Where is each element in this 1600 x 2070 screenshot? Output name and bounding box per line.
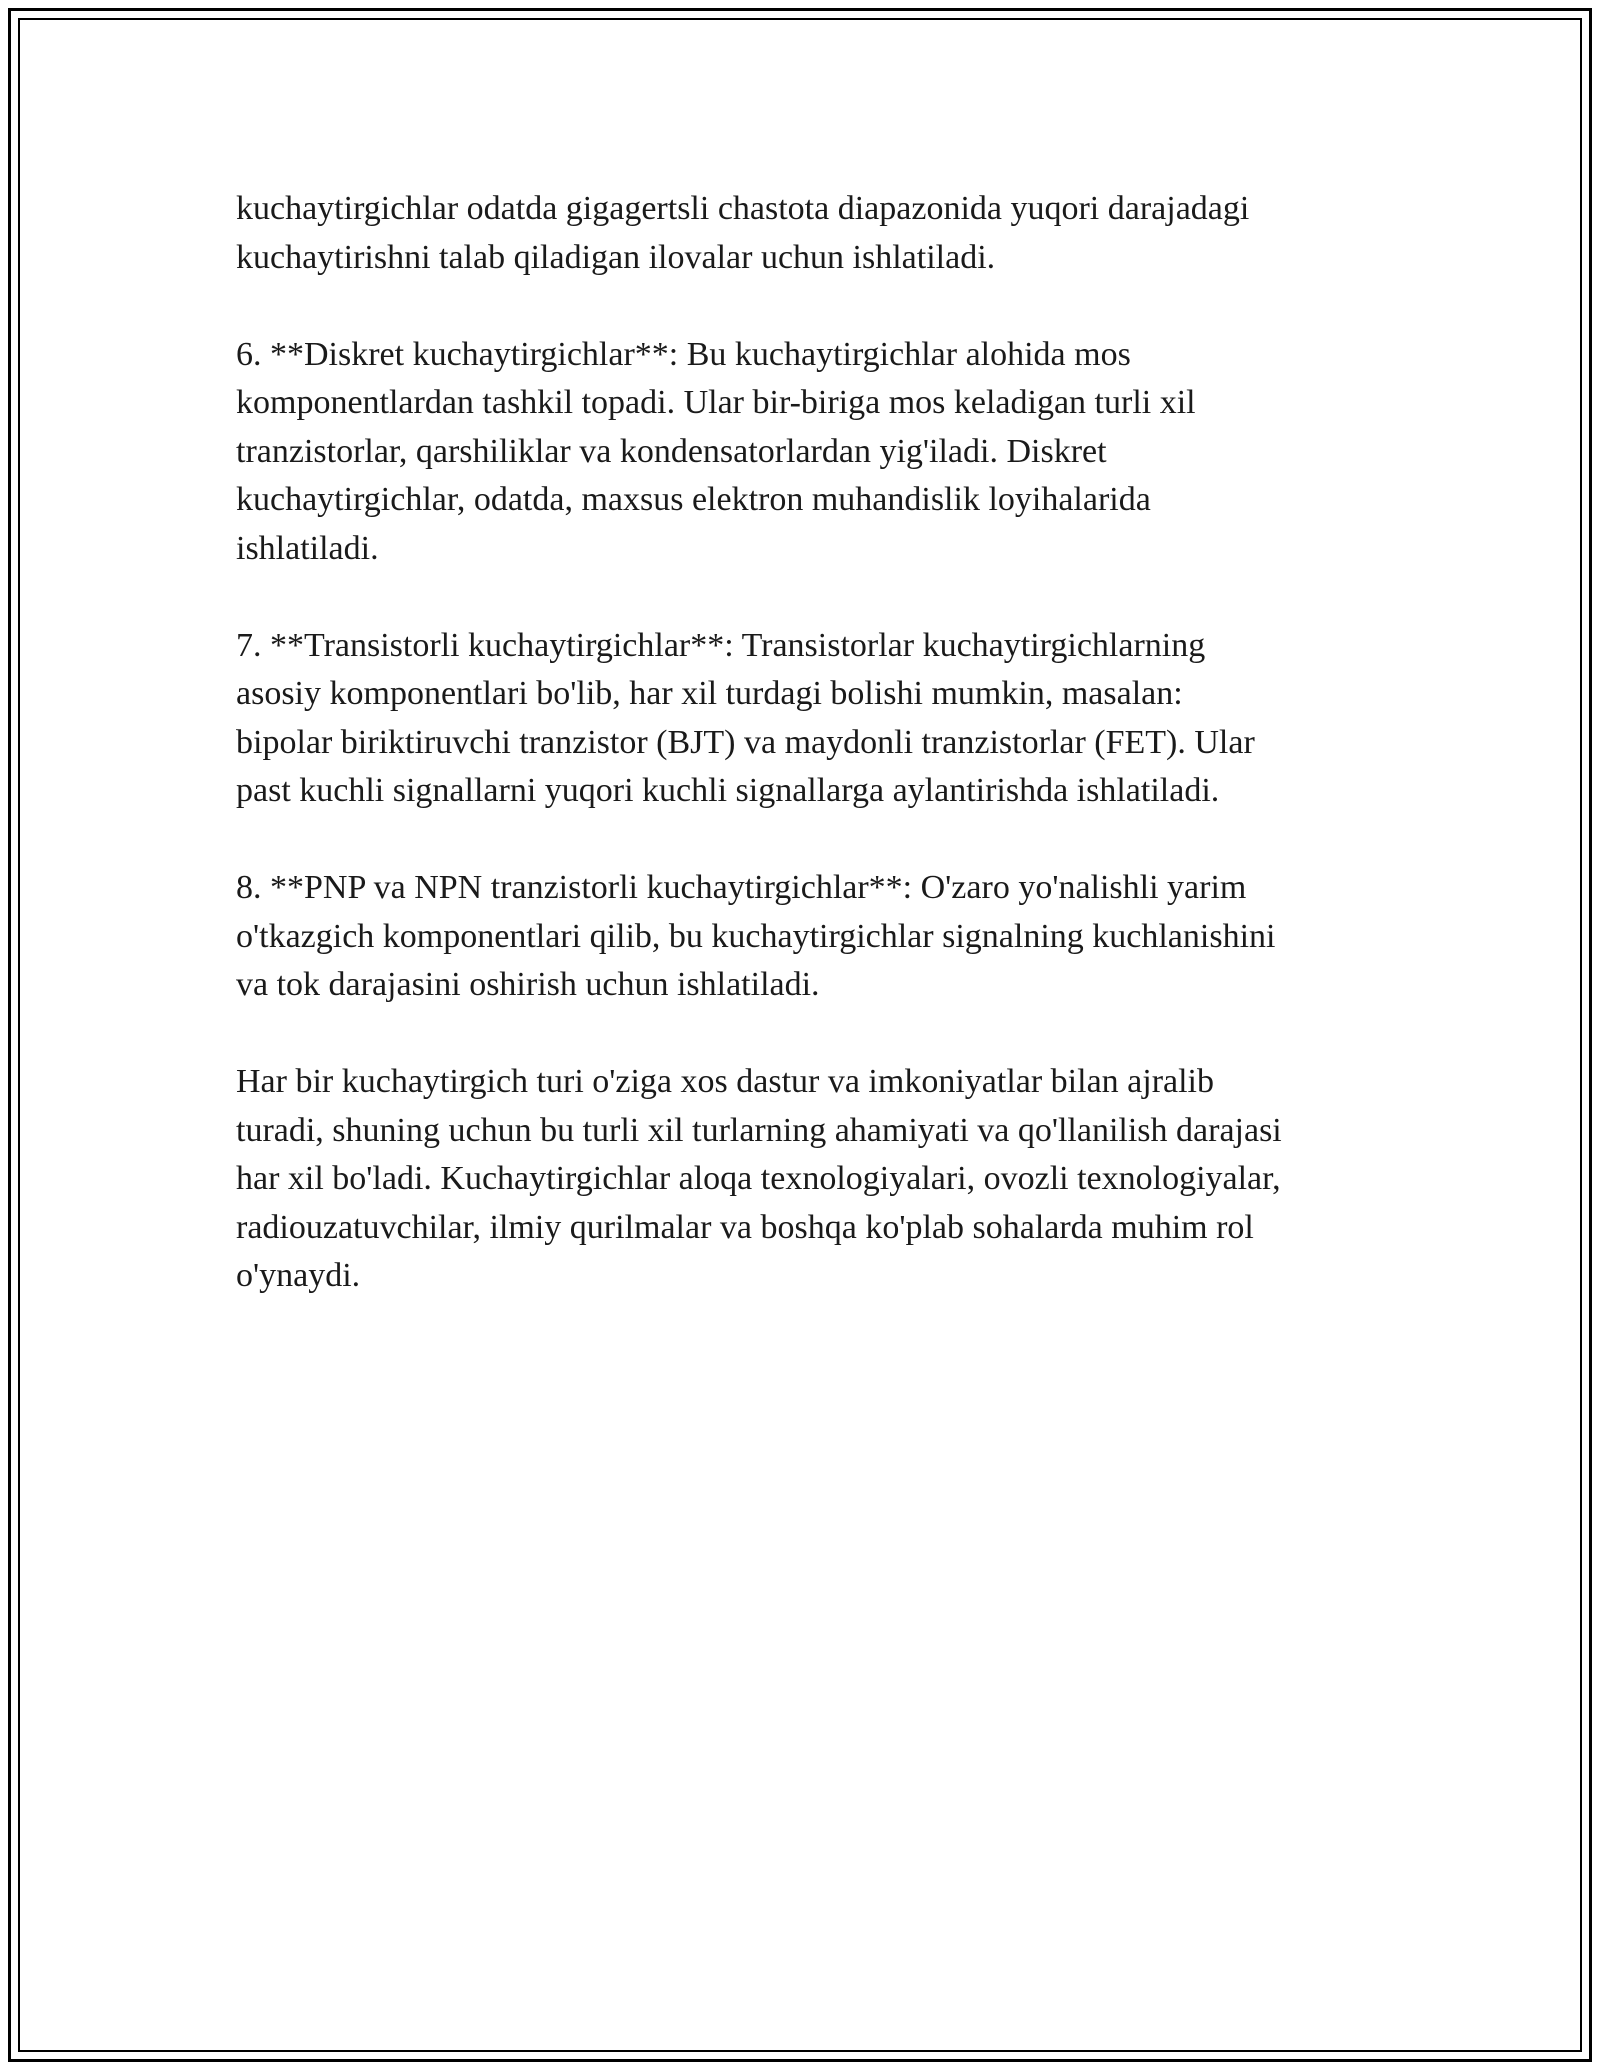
- paragraph-continuation: [236, 185, 1386, 282]
- text-line: komponentlardan tashkil topadi. Ular bir-biriga mos keladigan turli xil: [236, 384, 1196, 421]
- text-line: kuchaytirishni talab qiladigan ilovalar uchun ishlatiladi.: [236, 238, 996, 276]
- text-line: 6. **Diskret kuchaytirgichlar**: Bu kuchaytirgichlar alohida mos: [236, 335, 1131, 373]
- text-line: radiouzatuvchilar, ilmiy qurilmalar va boshqa ko'plab sohalarda muhim rol: [236, 1208, 1254, 1246]
- text-line: ishlatiladi.: [236, 529, 379, 567]
- text-line: kuchaytirgichlar odatda gigagertsli chastota diapazonida yuqori darajadagi: [236, 190, 1250, 227]
- text-line: tranzistorlar, qarshiliklar va kondensatorlardan yig'iladi. Diskret: [236, 432, 1107, 470]
- paragraph-item-8: [236, 864, 1386, 1010]
- paragraph-item-6: [236, 331, 1386, 574]
- paragraph-summary: [236, 1058, 1386, 1301]
- text-line: 8. **PNP va NPN tranzistorli kuchaytirgichlar**: O'zaro yo'nalishli yarim: [236, 869, 1247, 906]
- text-line: o'ynaydi.: [236, 1257, 361, 1294]
- text-line: har xil bo'ladi. Kuchaytirgichlar aloqa texnologiyalari, ovozli texnologiyalar,: [236, 1160, 1281, 1197]
- text-line: past kuchli signallarni yuqori kuchli signallarga aylantirishda ishlatiladi.: [236, 772, 1220, 809]
- document-body: [236, 185, 1386, 1349]
- text-line: o'tkazgich komponentlari qilib, bu kuchaytirgichlar signalning kuchlanishini: [236, 917, 1276, 955]
- text-line: 7. **Transistorli kuchaytirgichlar**: Transistorlar kuchaytirgichlarning: [236, 626, 1206, 664]
- text-line: bipolar biriktiruvchi tranzistor (BJT) va maydonli tranzistorlar (FET). Ular: [236, 723, 1255, 761]
- text-line: Har bir kuchaytirgich turi o'ziga xos dastur va imkoniyatlar bilan ajralib: [236, 1063, 1214, 1100]
- text-line: asosiy komponentlari bo'lib, har xil turdagi bolishi mumkin, masalan:: [236, 675, 1183, 712]
- text-line: turadi, shuning uchun bu turli xil turlarning ahamiyati va qo'llanilish darajasi: [236, 1111, 1282, 1149]
- text-line: va tok darajasini oshirish uchun ishlatiladi.: [236, 966, 820, 1003]
- paragraph-item-7: [236, 622, 1386, 816]
- text-line: kuchaytirgichlar, odatda, maxsus elektron muhandislik loyihalarida: [236, 481, 1151, 518]
